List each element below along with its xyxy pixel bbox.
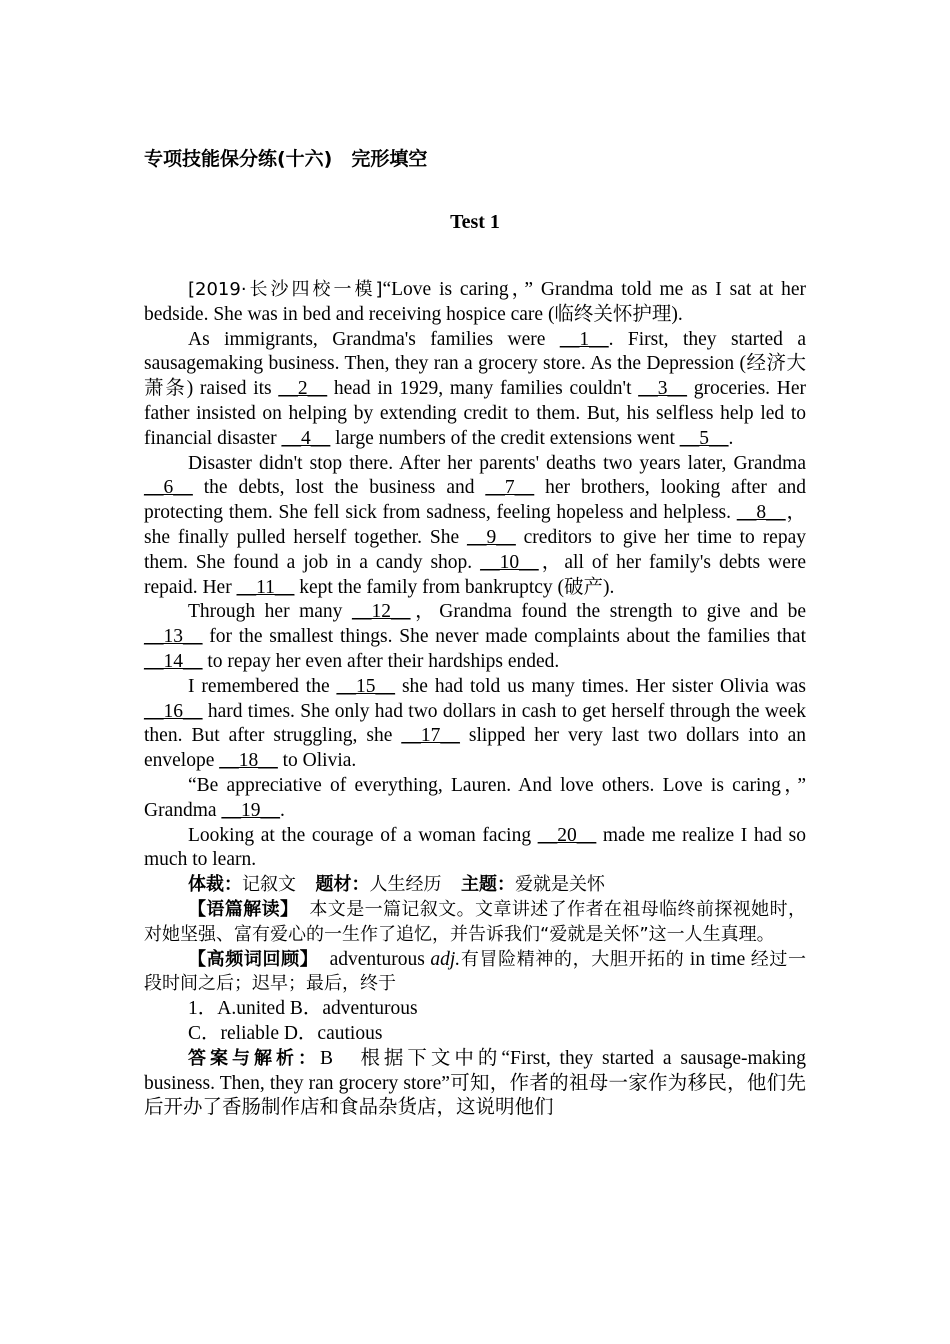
source-tag: [2019·长沙四校一模] — [188, 279, 383, 300]
paragraph-3: Disaster didn't stop there. After her parents' deaths two years later, Grandma __6__ the debts, lost the business and __7__ her brothers, looking after and protecting them. She fell sick from sadness, feeling hopeless and helpless. __8__，she finally pulled herself together. She __9__ creditors to give her time to repay them. She found a job in a candy shop. __10__，all of her family's debts were repaid. Her __11__ kept the family from bankruptcy (破产). — [144, 452, 806, 598]
blank-19: __19__ — [221, 799, 280, 821]
blank-8: __8__ — [736, 502, 786, 524]
blank-9: __9__ — [467, 526, 516, 548]
blank-1: __1__ — [559, 328, 609, 350]
blank-11: __11__ — [236, 576, 295, 598]
blank-12: __12__ — [351, 601, 411, 623]
paragraph-2: As immigrants, Grandma's families were __1__. First, they started a sausagemaking business. Then, they ran a grocery store. As the Depression (经济大萧条) raised its __2__ head in 1929, many families couldn't __3__ groceries. Her father insisted on helping by extending credit to them. But, his selfless help led to financial disaster __4__ large numbers of the credit extensions went __5__. — [144, 328, 806, 449]
test-title: Test 1 — [450, 211, 500, 233]
blank-5: __5__ — [679, 427, 729, 449]
reading-analysis: 【语篇解读】 本文是一篇记叙文。文章讲述了作者在祖母临终前探视她时，对她坚强、富有爱心的一生作了追忆，并告诉我们“爱就是关怀”这一人生真理。 — [144, 898, 806, 945]
blank-18: __18__ — [219, 750, 278, 772]
blank-17: __17__ — [401, 725, 460, 747]
blank-20: __20__ — [537, 824, 597, 846]
question-1-options-a-b: 1．A.united B．adventurous — [188, 998, 418, 1020]
section-heading: 专项技能保分练(十六) 完形填空 — [144, 148, 428, 170]
question-1-options-c-d: C．reliable D．cautious — [188, 1022, 383, 1044]
blank-3: __3__ — [638, 378, 687, 400]
blank-16: __16__ — [144, 700, 203, 722]
paragraph-5: I remembered the __15__ she had told us many times. Her sister Olivia was __16__ hard times. She only had two dollars in cash to get herself through the week then. But after struggling, she __17__ slipped her very last two dollars into an envelope __18__ to Olivia. — [144, 675, 806, 772]
document-page — [144, 140, 806, 1121]
blank-2: __2__ — [278, 378, 328, 400]
answer-explanation: 答案与解析：B 根据下文中的“First, they started a sausage-making business. Then, they ran grocery store”可知，作者的祖母一家作为移民，他们先后开办了香肠制作店和食品杂货店，这说明他们 — [144, 1047, 806, 1119]
blank-15: __15__ — [336, 675, 396, 697]
genre-line: 体裁：记叙文 题材：人生经历 主题：爱就是关怀 — [188, 874, 606, 896]
paragraph-6: “Be appreciative of everything, Lauren. And love others. Love is caring，” Grandma __19__. — [144, 774, 806, 821]
blank-7: __7__ — [485, 477, 535, 499]
blank-13: __13__ — [144, 626, 203, 648]
vocab-review: 【高频词回顾】 adventurous adj.有冒险精神的，大胆开拓的 in time 经过一段时间之后；迟早；最后，终于 — [144, 948, 807, 995]
blank-6: __6__ — [144, 477, 193, 499]
paragraph-4: Through her many __12__，Grandma found the strength to give and be __13__ for the smallest things. She never made complaints about the families that __14__ to repay her even after their hardships ended. — [144, 601, 806, 672]
paragraph-7: Looking at the courage of a woman facing __20__ made me realize I had so much to learn. — [144, 824, 806, 871]
blank-14: __14__ — [144, 650, 203, 672]
paragraph-1: [2019·长沙四校一模]“Love is caring，” Grandma told me as I sat at her bedside. She was in bed and receiving hospice care (临终关怀护理). — [144, 279, 807, 325]
blank-10: __10__ — [480, 551, 539, 573]
blank-4: __4__ — [281, 427, 331, 449]
